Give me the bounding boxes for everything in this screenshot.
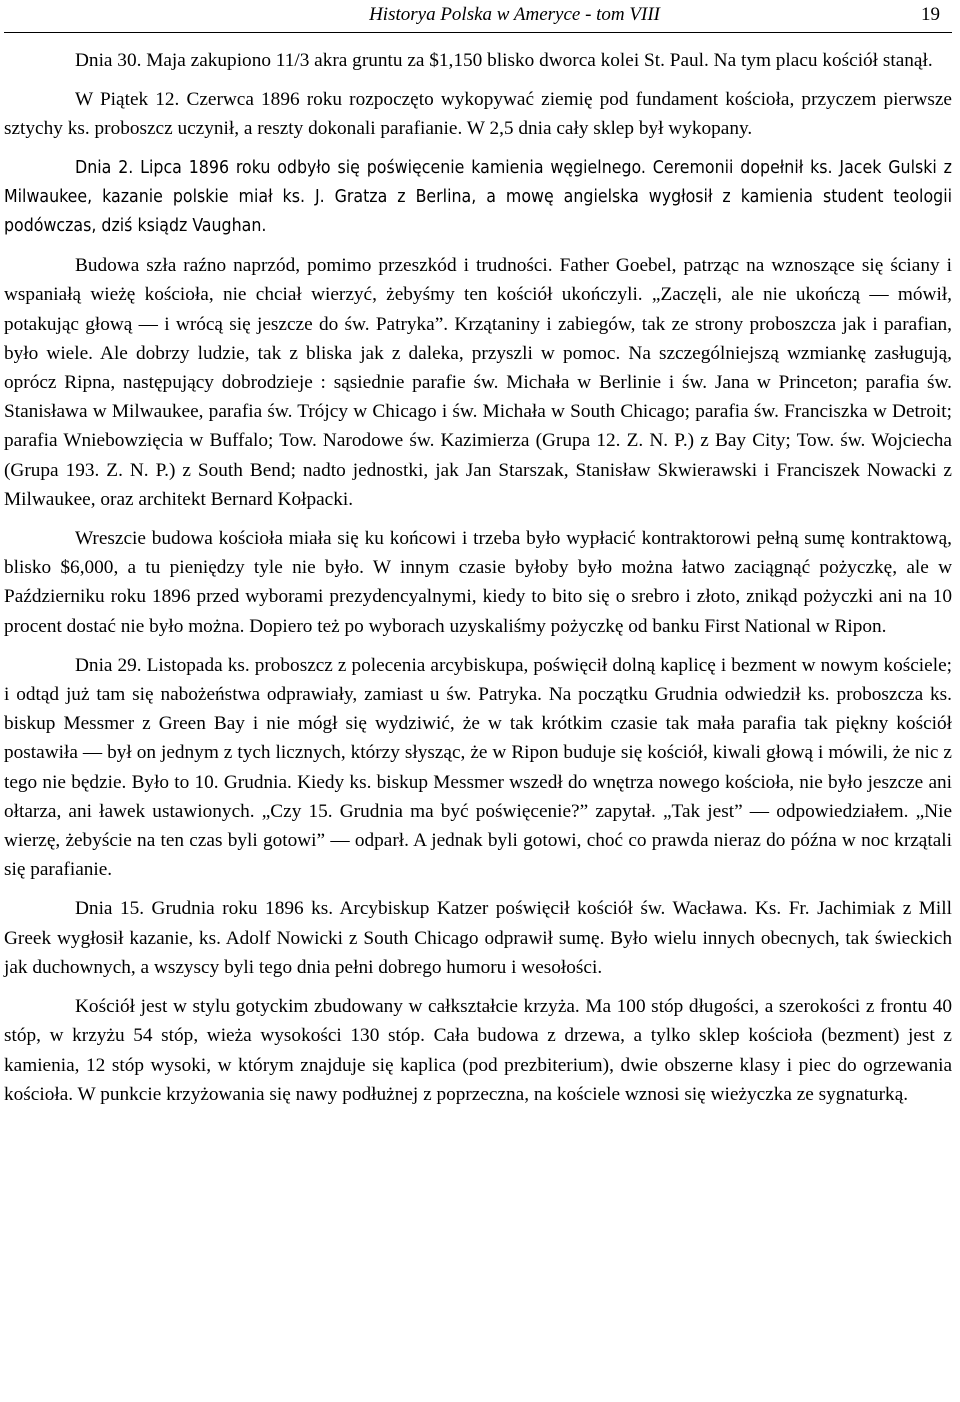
paragraph-church-consecration: Dnia 15. Grudnia roku 1896 ks. Arcybiskup Katzer poświęcił kościół św. Wacława. Ks. Fr. Jachimiak z Mill Greek wygłosił kazanie, ks. Adolf Nowicki z South Chicago odprawił sumę. Było wielu innych obecnych, tak świeckich jak duchownych, a wszyscy byli tego dnia pełni dobrego humoru i wesołości. — [4, 898, 952, 978]
page-number: 19 — [921, 4, 940, 25]
paragraph-construction-benefactors: Budowa szła raźno naprzód, pomimo przeszkód i trudności. Father Goebel, patrząc na wznoszące się ściany i wspaniałą wieżę kościoła, nie chciał wierzyć, żebyśmy ten kościół ukończyli. „Zaczęli, ale nie ukończą — mówił, potakując głową — i wrócą się jeszcze do św. Patryka”. Krzątaniny i zabiegów, tak ze strony proboszcza jak i parafian, było wiele. Ale dobrzy ludzie, tak z bliska jak z daleka, przyszli w pomoc. Na szczególniejszą wzmiankę zasługują, oprócz Ripna, następujący dobrodzieje : sąsiednie parafie św. Michała w Berlinie i św. Jana w Princeton; parafia św. Stanisława w Milwaukee, parafia św. Trójcy w Chicago i św. Michała w South Chicago; parafia św. Franciszka w Detroit; parafia Wniebowzięcia w Buffalo; Tow. Narodowe św. Kazimierza (Grupa 12. Z. N. P.) z Bay City; Tow. św. Wojciecha (Grupa 193. Z. N. P.) z South Bend; nadto jednostki, jak Jan Starszak, Stanisław Skwierawski i Franciszek Nowacki z Milwaukee, oraz architekt Bernard Kołpacki. — [4, 255, 952, 510]
paragraph-church-description: Kościół jest w stylu gotyckim zbudowany w całkształcie krzyża. Ma 100 stóp długości, a szerokości z frontu 40 stóp, w krzyżu 54 stóp, wieża wysokości 130 stóp. Cała budowa z drzewa, a tylko sklep kościoła (bezment) jest z kamienia, 12 stóp wysoki, w którym znajduje się kaplica (pod prezbiterium), dwie obszerne klasy i piec do ogrzewania kościoła. W punkcie krzyżowania się nawy podłużnej z poprzeczna, na kościele wznosi się wieżyczka ze sygnaturką. — [4, 996, 952, 1105]
paragraph-loan: Wreszcie budowa kościoła miała się ku końcowi i trzeba było wypłacić kontraktorowi pełną sumę kontraktową, blisko $6,000, a tu pieniędzy tyle nie było. W innym czasie byłoby było można łatwo zaciągnąć pożyczkę, ale w Październiku roku 1896 przed wyborami prezydencyalnymi, kiedy to bito się o srebro i złoto, znikąd pożyczki ani na 10 procent dostać nie było można. Dopiero też po wyborach uzyskaliśmy pożyczkę od banku First National w Ripon. — [4, 528, 952, 637]
body-text — [4, 46, 952, 1109]
paragraph-land-purchase: Dnia 30. Maja zakupiono 11/3 akra gruntu za $1,150 blisko dworca kolei St. Paul. Na tym placu kościół stanął. — [75, 50, 933, 71]
paragraph-chapel-consecration: Dnia 29. Listopada ks. proboszcz z polecenia arcybiskupa, poświęcił dolną kaplicę i bezment w nowym kościele; i odtąd już tam się nabożeństwa odprawiały, zamiast u św. Patryka. Na początku Grudnia odwiedził ks. proboszcza ks. biskup Messmer z Green Bay i nie mógł się wydziwić, że w tak krótkim czasie tak mała parafia tak piękny kościół postawiła — był on jednym z tych licznych, którzy słysząc, że w Ripon buduje się kościół, kiwali głową i mówili, że nic z tego nie będzie. Było to 10. Grudnia. Kiedy ks. biskup Messmer wszedł do wnętrza nowego kościoła, nie było jeszcze ani ołtarza, ani ławek ustawionych. „Czy 15. Grudnia ma być poświęcenie?” zapytał. „Tak jest” — odpowiedziałem. „Nie wierzę, żebyście na ten czas byli gotowi” — odparł. A jednak byli gotowi, choć co prawda nieraz do późna w noc krzątali się parafianie. — [4, 654, 952, 881]
running-title: Historya Polska w Ameryce - tom VIII — [369, 4, 660, 25]
running-header — [4, 0, 952, 33]
paragraph-cornerstone: Dnia 2. Lipca 1896 roku odbyło się poświęcenie kamienia węgielnego. Ceremonii dopełnił ks. Jacek Gulski z Milwaukee, kazanie polskie miał ks. J. Gratza z Berlina, a mowę angielska wygłosił z kamienia student teologii podówczas, dziś ksiądz Vaughan. — [4, 157, 952, 237]
paragraph-excavation: W Piątek 12. Czerwca 1896 roku rozpoczęto wykopywać ziemię pod fundament kościoła, przyczem pierwsze sztychy ks. proboszcz uczynił, a reszty dokonali parafianie. W 2,5 dnia cały sklep był wykopany. — [4, 89, 952, 140]
